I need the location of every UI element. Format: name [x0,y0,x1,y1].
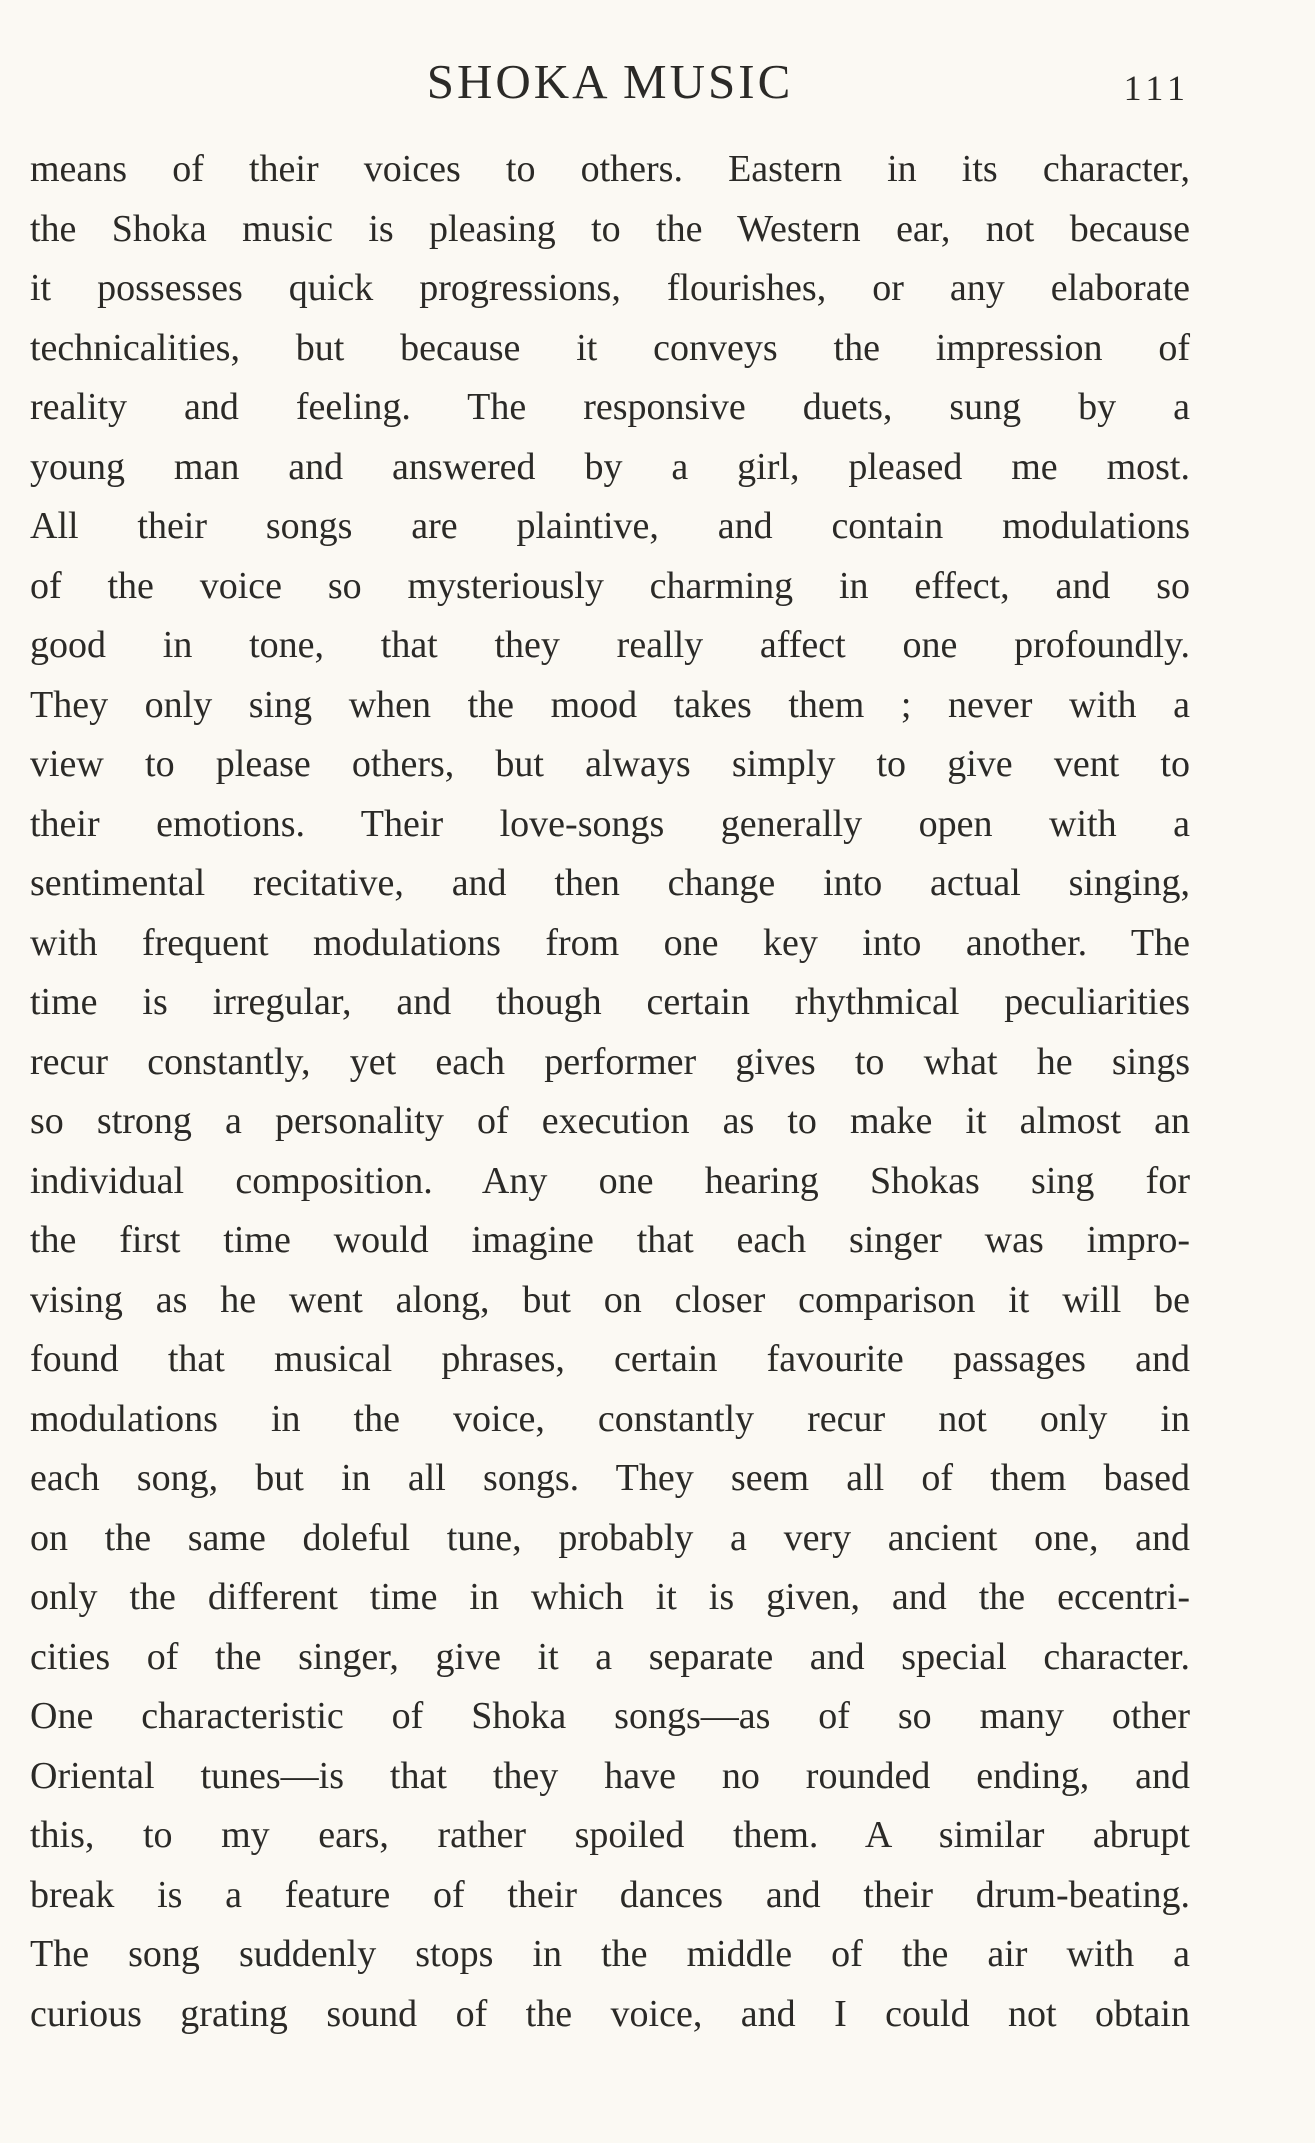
text-line: each song, but in all songs. They seem all of them based [30,1457,1190,1499]
text-line: All their songs are plaintive, and contain modulations [30,505,1190,547]
text-line: this, to my ears, rather spoiled them. A similar abrupt [30,1814,1190,1856]
text-line: only the different time in which it is given, and the eccentri- [30,1576,1190,1618]
text-line: curious grating sound of the voice, and I could not obtain [30,1992,1190,2035]
text-line: good in tone, that they really affect one profoundly. [30,624,1190,666]
text-line: with frequent modulations from one key into another. The [30,921,1190,964]
text-line: modulations in the voice, constantly recur not only in [30,1397,1190,1440]
running-head [30,52,1190,112]
text-line: time is irregular, and though certain rhythmical peculiarities [30,981,1190,1023]
text-line: They only sing when the mood takes them ; never with a [30,683,1190,726]
text-line: view to please others, but always simply to give vent to [30,743,1190,785]
text-line: reality and feeling. The responsive duets, sung by a [30,386,1190,428]
text-line: of the voice so mysteriously charming in effect, and so [30,564,1190,607]
text-line: the Shoka music is pleasing to the Western ear, not because [30,207,1190,250]
text-line: individual composition. Any one hearing Shokas sing for [30,1159,1190,1202]
text-line: so strong a personality of execution as to make it almost an [30,1100,1190,1142]
text-line: recur constantly, yet each performer gives to what he sings [30,1040,1190,1083]
text-line: means of their voices to others. Eastern in its character, [30,148,1190,190]
page-number: 111 [1123,68,1190,108]
text-line: Oriental tunes—is that they have no rounded ending, and [30,1754,1190,1797]
body-text [30,140,1190,2044]
text-line: cities of the singer, give it a separate and special character. [30,1635,1190,1678]
text-line: sentimental recitative, and then change into actual singing, [30,862,1190,904]
text-line: their emotions. Their love-songs generally open with a [30,802,1190,845]
text-line: vising as he went along, but on closer comparison it will be [30,1278,1190,1321]
text-line: The song suddenly stops in the middle of the air with a [30,1933,1190,1975]
text-line: it possesses quick progressions, flourishes, or any elaborate [30,267,1190,309]
text-line: break is a feature of their dances and their drum-beating. [30,1873,1190,1916]
running-title: SHOKA MUSIC [426,54,794,109]
text-line: technicalities, but because it conveys the impression of [30,326,1190,369]
text-line: found that musical phrases, certain favourite passages and [30,1338,1190,1380]
text-line: young man and answered by a girl, pleased me most. [30,445,1190,488]
text-line: on the same doleful tune, probably a very ancient one, and [30,1516,1190,1559]
text-line: One characteristic of Shoka songs—as of so many other [30,1695,1190,1737]
text-line: the first time would imagine that each singer was impro- [30,1219,1190,1261]
